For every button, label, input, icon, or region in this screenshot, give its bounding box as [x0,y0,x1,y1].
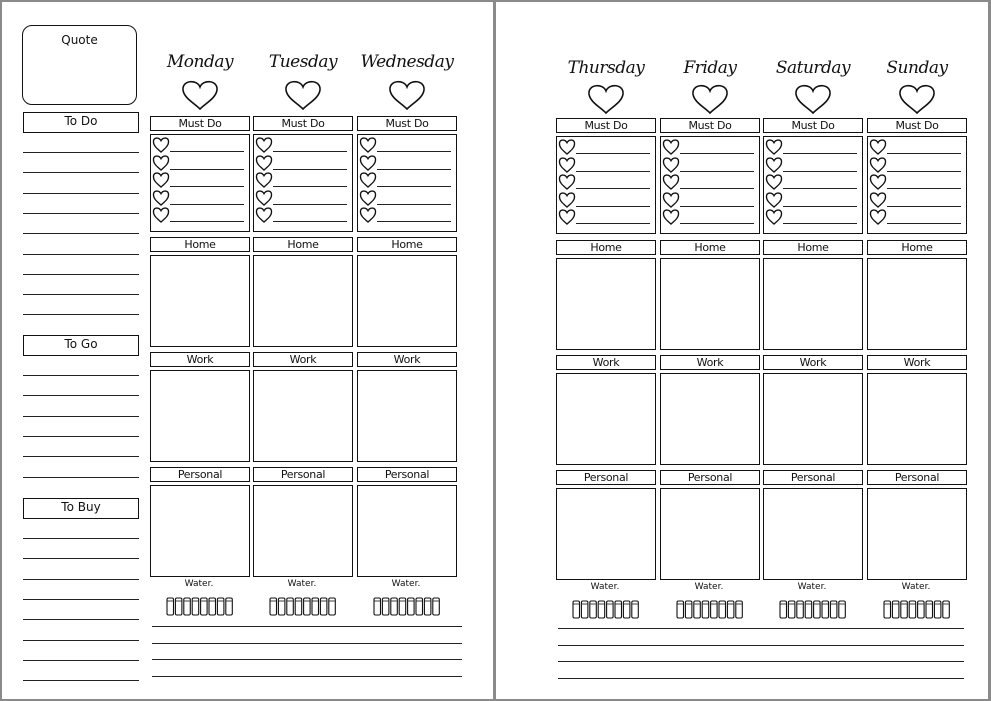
personal-box-thursday[interactable] [556,488,656,580]
home-header-thursday: Home [556,240,656,255]
heart-icon [897,82,937,114]
list-line[interactable] [23,416,139,417]
home-box-tuesday[interactable] [253,255,353,347]
to-do-header: To Do [23,112,139,133]
checkbox-heart-icon[interactable] [869,157,887,173]
day-name-thursday: Thursday [567,58,645,78]
checkbox-heart-icon[interactable] [359,155,377,171]
task-line[interactable] [887,171,961,172]
water-label-saturday: Water. [797,582,827,592]
notes-line[interactable] [152,626,462,627]
heart-icon [387,78,427,110]
home-box-saturday[interactable] [763,258,863,350]
list-line[interactable] [23,660,139,661]
list-line[interactable] [23,395,139,396]
water-label-thursday: Water. [590,582,620,592]
work-header-sunday: Work [867,355,967,370]
task-line[interactable] [170,186,244,187]
task-line[interactable] [576,223,650,224]
day-name-wednesday: Wednesday [360,52,454,72]
checkbox-heart-icon[interactable] [558,174,576,190]
notes-line[interactable] [558,661,964,662]
task-line[interactable] [783,206,857,207]
water-label-tuesday: Water. [287,579,317,589]
work-header-tuesday: Work [253,352,353,367]
task-line[interactable] [576,206,650,207]
must-do-header-monday: Must Do [150,116,250,131]
work-box-sunday[interactable] [867,373,967,465]
must-do-header-thursday: Must Do [556,118,656,133]
day-name-sunday: Sunday [886,58,948,78]
checkbox-heart-icon[interactable] [152,137,170,153]
task-line[interactable] [377,151,451,152]
personal-header-sunday: Personal [867,470,967,485]
personal-box-saturday[interactable] [763,488,863,580]
checkbox-heart-icon[interactable] [152,207,170,223]
task-line[interactable] [576,171,650,172]
day-name-tuesday: Tuesday [268,52,338,72]
water-glasses-icon[interactable] [882,599,952,621]
checkbox-heart-icon[interactable] [152,172,170,188]
task-line[interactable] [273,204,347,205]
task-line[interactable] [887,206,961,207]
list-line[interactable] [23,680,139,681]
checkbox-heart-icon[interactable] [869,139,887,155]
task-line[interactable] [887,188,961,189]
left-planner-page [2,2,493,699]
heart-icon [793,82,833,114]
personal-box-friday[interactable] [660,488,760,580]
task-line[interactable] [377,169,451,170]
checkbox-heart-icon[interactable] [662,157,680,173]
work-header-thursday: Work [556,355,656,370]
checkbox-heart-icon[interactable] [765,157,783,173]
checkbox-heart-icon[interactable] [255,172,273,188]
task-line[interactable] [170,221,244,222]
task-line[interactable] [887,223,961,224]
day-name-friday: Friday [683,58,737,78]
water-glasses-icon[interactable] [571,599,641,621]
must-do-header-tuesday: Must Do [253,116,353,131]
checkbox-heart-icon[interactable] [662,174,680,190]
list-line[interactable] [23,477,139,478]
day-name-saturday: Saturday [775,58,851,78]
list-line[interactable] [23,172,139,173]
heart-icon [586,82,626,114]
list-line[interactable] [23,193,139,194]
task-line[interactable] [783,188,857,189]
work-box-friday[interactable] [660,373,760,465]
list-line[interactable] [23,274,139,275]
list-line[interactable] [23,538,139,539]
checkbox-heart-icon[interactable] [255,190,273,206]
task-line[interactable] [273,169,347,170]
list-line[interactable] [23,558,139,559]
water-label-wednesday: Water. [391,579,421,589]
checkbox-heart-icon[interactable] [869,174,887,190]
home-header-wednesday: Home [357,237,457,252]
task-line[interactable] [576,153,650,154]
water-glasses-icon[interactable] [165,596,235,618]
personal-header-monday: Personal [150,467,250,482]
must-do-header-saturday: Must Do [763,118,863,133]
right-planner-page [496,2,988,699]
checkbox-heart-icon[interactable] [765,209,783,225]
list-line[interactable] [23,619,139,620]
water-glasses-icon[interactable] [372,596,442,618]
task-line[interactable] [273,186,347,187]
work-header-saturday: Work [763,355,863,370]
water-glasses-icon[interactable] [675,599,745,621]
must-do-header-sunday: Must Do [867,118,967,133]
task-line[interactable] [680,223,754,224]
checkbox-heart-icon[interactable] [662,209,680,225]
personal-box-sunday[interactable] [867,488,967,580]
checkbox-heart-icon[interactable] [152,155,170,171]
home-box-wednesday[interactable] [357,255,457,347]
water-glasses-icon[interactable] [778,599,848,621]
day-name-monday: Monday [166,52,234,72]
work-box-thursday[interactable] [556,373,656,465]
list-line[interactable] [23,640,139,641]
task-line[interactable] [680,153,754,154]
home-box-thursday[interactable] [556,258,656,350]
list-line[interactable] [23,233,139,234]
work-box-wednesday[interactable] [357,370,457,462]
work-box-saturday[interactable] [763,373,863,465]
checkbox-heart-icon[interactable] [359,137,377,153]
personal-header-tuesday: Personal [253,467,353,482]
notes-line[interactable] [152,676,462,677]
checkbox-heart-icon[interactable] [255,207,273,223]
checkbox-heart-icon[interactable] [765,139,783,155]
task-line[interactable] [377,204,451,205]
checkbox-heart-icon[interactable] [558,157,576,173]
personal-box-monday[interactable] [150,485,250,577]
notes-line[interactable] [152,643,462,644]
task-line[interactable] [680,171,754,172]
task-line[interactable] [170,169,244,170]
home-header-tuesday: Home [253,237,353,252]
quote-label: Quote [61,33,98,47]
list-line[interactable] [23,254,139,255]
notes-line[interactable] [558,645,964,646]
list-line[interactable] [23,599,139,600]
list-line[interactable] [23,294,139,295]
checkbox-heart-icon[interactable] [662,139,680,155]
work-header-wednesday: Work [357,352,457,367]
checkbox-heart-icon[interactable] [558,139,576,155]
checkbox-heart-icon[interactable] [359,190,377,206]
home-box-friday[interactable] [660,258,760,350]
work-box-tuesday[interactable] [253,370,353,462]
notes-line[interactable] [152,659,462,660]
home-header-friday: Home [660,240,760,255]
checkbox-heart-icon[interactable] [869,192,887,208]
checkbox-heart-icon[interactable] [359,207,377,223]
personal-header-friday: Personal [660,470,760,485]
home-box-sunday[interactable] [867,258,967,350]
task-line[interactable] [377,221,451,222]
task-line[interactable] [680,206,754,207]
checkbox-heart-icon[interactable] [765,192,783,208]
checkbox-heart-icon[interactable] [558,209,576,225]
task-line[interactable] [576,188,650,189]
personal-header-saturday: Personal [763,470,863,485]
heart-icon [283,78,323,110]
home-header-sunday: Home [867,240,967,255]
work-header-friday: Work [660,355,760,370]
checkbox-heart-icon[interactable] [359,172,377,188]
must-do-header-friday: Must Do [660,118,760,133]
task-line[interactable] [783,171,857,172]
task-line[interactable] [273,151,347,152]
to-go-header: To Go [23,335,139,356]
notes-line[interactable] [558,628,964,629]
task-line[interactable] [783,153,857,154]
checkbox-heart-icon[interactable] [869,209,887,225]
list-line[interactable] [23,436,139,437]
water-glasses-icon[interactable] [268,596,338,618]
task-line[interactable] [170,151,244,152]
list-line[interactable] [23,152,139,153]
list-line[interactable] [23,375,139,376]
personal-box-wednesday[interactable] [357,485,457,577]
work-header-monday: Work [150,352,250,367]
personal-header-wednesday: Personal [357,467,457,482]
checkbox-heart-icon[interactable] [765,174,783,190]
list-line[interactable] [23,213,139,214]
checkbox-heart-icon[interactable] [558,192,576,208]
water-label-sunday: Water. [901,582,931,592]
water-label-monday: Water. [184,579,214,589]
heart-icon [690,82,730,114]
to-buy-header: To Buy [23,498,139,519]
checkbox-heart-icon[interactable] [152,190,170,206]
home-header-monday: Home [150,237,250,252]
task-line[interactable] [783,223,857,224]
list-line[interactable] [23,579,139,580]
checkbox-heart-icon[interactable] [662,192,680,208]
task-line[interactable] [680,188,754,189]
checkbox-heart-icon[interactable] [255,137,273,153]
task-line[interactable] [377,186,451,187]
home-header-saturday: Home [763,240,863,255]
home-box-monday[interactable] [150,255,250,347]
personal-header-thursday: Personal [556,470,656,485]
work-box-monday[interactable] [150,370,250,462]
notes-line[interactable] [558,678,964,679]
checkbox-heart-icon[interactable] [255,155,273,171]
list-line[interactable] [23,314,139,315]
task-line[interactable] [273,221,347,222]
task-line[interactable] [887,153,961,154]
must-do-header-wednesday: Must Do [357,116,457,131]
personal-box-tuesday[interactable] [253,485,353,577]
task-line[interactable] [170,204,244,205]
water-label-friday: Water. [694,582,724,592]
heart-icon [180,78,220,110]
list-line[interactable] [23,456,139,457]
